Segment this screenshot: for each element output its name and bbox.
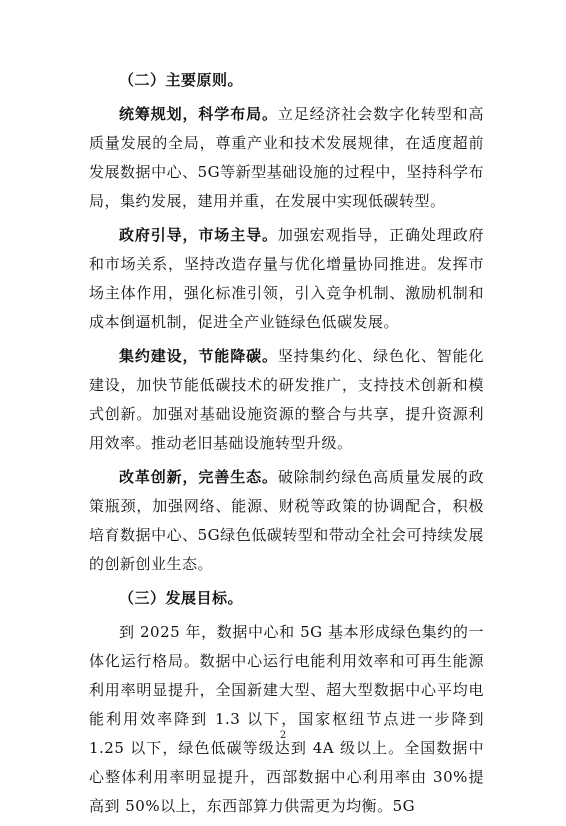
- paragraph-lead: 集约建设，节能降碳。: [119, 347, 278, 365]
- paragraph-lead: 改革创新，完善生态。: [119, 468, 278, 486]
- page-number: 2: [279, 730, 287, 741]
- paragraph-text: 加强宏观指导，正确处理政府和市场关系，坚持改造存量与优化增量协同推进。发挥市场主体作用，强化标准引领，引入竞争机制、激励机制和成本倒逼机制，促进全产业链绿色低碳发展。: [89, 226, 484, 331]
- paragraph-text: 坚持集约化、绿色化、智能化建设，加快节能低碳技术的研发推广，支持技术创新和模式创新。加强对基础设施资源的整合与共享，提升资源利用效率。推动老旧基础设施转型升级。: [89, 347, 484, 452]
- paragraph-text: 立足经济社会数字化转型和高质量发展的全局，尊重产业和技术发展规律，在适度超前发展数据中心、5G等新型基础设施的过程中，坚持科学布局，集约发展，建用并重，在发展中实现低碳转型。: [89, 105, 484, 210]
- paragraph-reform-innovation: [89, 463, 484, 579]
- section-heading-principles: （二）主要原则。: [119, 71, 244, 89]
- paragraph-government-guidance: [89, 221, 484, 337]
- paragraph-intensive-construction: [89, 342, 484, 458]
- paragraph-text: 破除制约绿色高质量发展的政策瓶颈，加强网络、能源、财税等政策的协调配合，积极培育数据中心、5G绿色低碳转型和带动全社会可持续发展的创新创业生态。: [89, 468, 484, 573]
- paragraph-overall-planning: [89, 100, 484, 216]
- section-heading-goals: （三）发展目标。: [119, 589, 244, 607]
- paragraph-lead: 统筹规划，科学布局。: [119, 105, 278, 123]
- paragraph-text: 到 2025 年，数据中心和 5G 基本形成绿色集约的一体化运行格局。数据中心运行电能利用效率和可再生能源利用率明显提升，全国新建大型、超大型数据中心平均电能利用效率降到 1.3 以下，国家枢纽节点进一步降到 1.25 以下，绿色低碳等级达到 4A 级以上。全国数据中心整体利用率明显提升，西部数据中心利用率由 30%提高到 50%以上，东西部算力供需更为均衡。5G: [89, 623, 484, 815]
- paragraph-development-goals: [89, 618, 484, 821]
- paragraph-lead: 政府引导，市场主导。: [119, 226, 278, 244]
- document-body: [89, 66, 484, 826]
